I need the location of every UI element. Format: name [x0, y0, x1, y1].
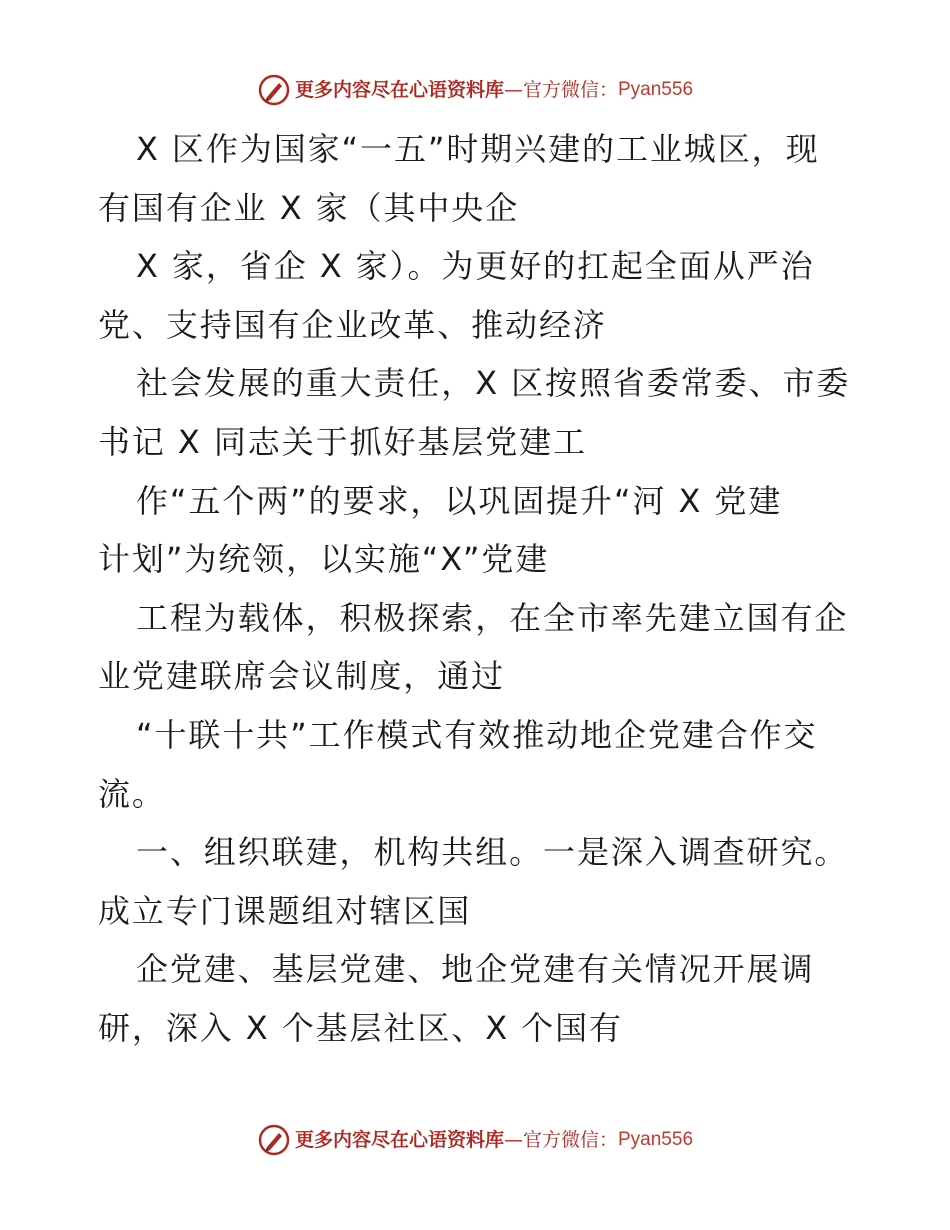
header-banner: [0, 70, 950, 110]
header-wechat-id: Pyan556: [618, 79, 694, 100]
body-line: 有国有企业 X 家（其中央企: [98, 188, 520, 227]
body-line: “十联十共”工作模式有效推动地企党建合作交: [136, 715, 818, 754]
footer-dash: —: [503, 1129, 523, 1151]
body-line: 成立专门课题组对辖区国: [98, 891, 472, 930]
footer-wechat-id: Pyan556: [618, 1129, 694, 1150]
body-line: 党、支持国有企业改革、推动经济: [98, 305, 607, 344]
body-line: 研，深入 X 个基层社区、X 个国有: [98, 1008, 623, 1047]
body-line: 流。: [98, 774, 166, 813]
header-site-text: 更多内容尽在心语资料库: [294, 79, 504, 101]
body-line: 计划”为统领，以实施“X”党建: [98, 540, 550, 579]
footer-wechat-label: 官方微信：: [522, 1129, 618, 1151]
document-body: [98, 120, 858, 1058]
footer-site-text: 更多内容尽在心语资料库: [294, 1129, 504, 1151]
body-line: X 区作为国家“一五”时期兴建的工业城区，现: [136, 130, 820, 168]
header-dash: —: [503, 79, 523, 101]
body-line: 业党建联席会议制度，通过: [98, 657, 506, 696]
body-line: 书记 X 同志关于抓好基层党建工: [98, 422, 587, 461]
body-line: 工程为载体，积极探索，在全市率先建立国有企: [136, 598, 849, 637]
body-line: 企党建、基层党建、地企党建有关情况开展调: [136, 950, 815, 989]
body-line: X 家，省企 X 家）。为更好的扛起全面从严治: [136, 247, 815, 286]
pen-logo-icon: [257, 73, 291, 107]
body-line: 社会发展的重大责任，X 区按照省委常委、市委: [136, 364, 851, 403]
body-line: 作“五个两”的要求，以巩固提升“河 X 党建: [136, 481, 783, 520]
body-line: 一、组织联建，机构共组。一是深入调查研究。: [136, 833, 849, 872]
header-wechat-label: 官方微信：: [522, 79, 618, 101]
pen-logo-icon: [257, 1123, 291, 1157]
footer-banner: [0, 1120, 950, 1160]
